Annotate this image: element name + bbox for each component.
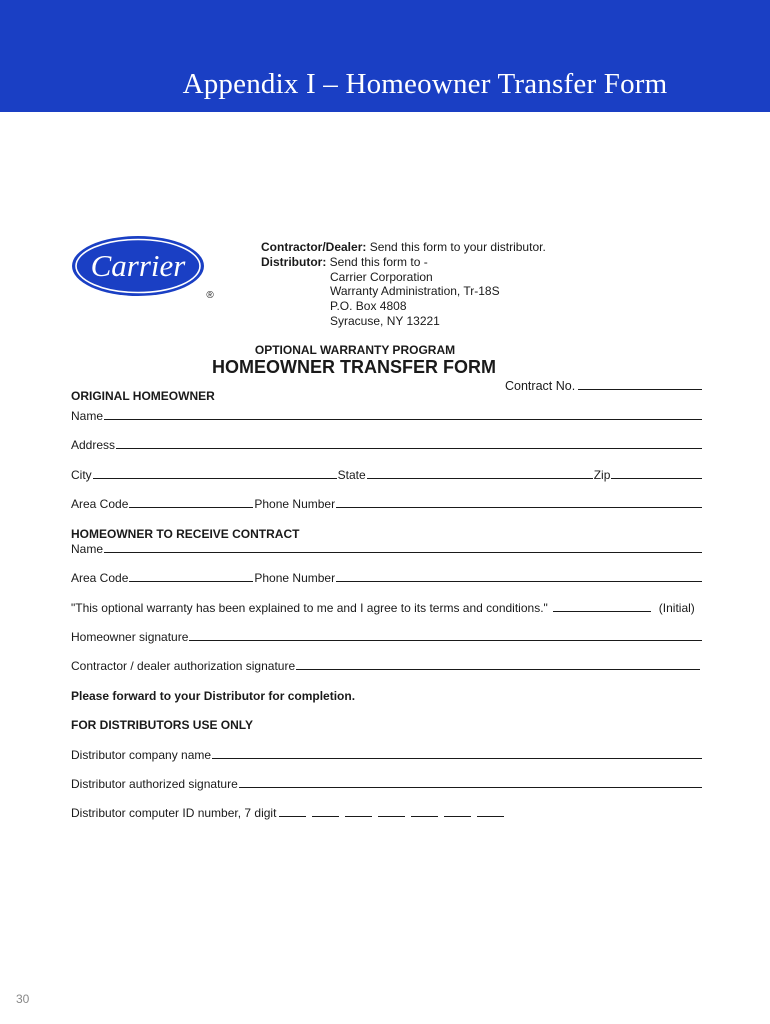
- id-digit-blank[interactable]: [411, 806, 438, 817]
- distributor-company-label: Distributor company name: [71, 748, 212, 762]
- original-phone-field[interactable]: [71, 497, 703, 511]
- page-number: 30: [16, 992, 30, 1006]
- distributor-computer-id-field[interactable]: [71, 806, 703, 820]
- dealer-signature-field[interactable]: [71, 659, 701, 673]
- distributor-text: Send this form to -: [329, 254, 428, 269]
- page-title: Appendix I – Homeowner Transfer Form: [182, 68, 668, 100]
- receiving-homeowner-heading: HOMEOWNER TO RECEIVE CONTRACT: [71, 527, 300, 541]
- homeowner-signature-field[interactable]: [71, 630, 703, 644]
- form-title: HOMEOWNER TRANSFER FORM: [212, 357, 496, 377]
- initial-label: (Initial): [658, 601, 695, 615]
- original-homeowner-heading: ORIGINAL HOMEOWNER: [71, 389, 215, 403]
- contract-no-blank[interactable]: [578, 378, 702, 390]
- state-blank[interactable]: [367, 468, 593, 479]
- area-code-blank[interactable]: [129, 497, 253, 508]
- address-line: Syracuse, NY 13221: [330, 313, 440, 328]
- distributor-company-blank[interactable]: [212, 748, 702, 759]
- receiving-phone-field[interactable]: [71, 571, 703, 585]
- address-line: Warranty Administration, Tr-18S: [330, 284, 500, 299]
- contract-no-field[interactable]: [505, 378, 702, 393]
- distributor-signature-field[interactable]: [71, 777, 703, 791]
- id-digit-blank[interactable]: [345, 806, 372, 817]
- distributor-computer-id-label: Distributor computer ID number, 7 digit: [71, 806, 277, 820]
- original-city-state-zip-field[interactable]: [71, 468, 703, 482]
- receiving-name-field[interactable]: [71, 542, 703, 556]
- homeowner-signature-label: Homeowner signature: [71, 630, 189, 644]
- agreement-text: "This optional warranty has been explained to me and I agree to its terms and conditions.": [71, 601, 548, 615]
- forward-note: Please forward to your Distributor for completion.: [71, 689, 356, 703]
- city-blank[interactable]: [93, 468, 337, 479]
- distributor-signature-label: Distributor authorized signature: [71, 777, 238, 791]
- address-line: P.O. Box 4808: [330, 299, 407, 314]
- area-code-blank[interactable]: [129, 571, 253, 582]
- name-label: Name: [71, 542, 104, 556]
- carrier-logo: [70, 234, 220, 304]
- phone-label: Phone Number: [254, 497, 336, 511]
- area-code-label: Area Code: [71, 497, 129, 511]
- distributor-company-field[interactable]: [71, 748, 703, 762]
- contractor-text: Send this form to your distributor.: [369, 240, 546, 254]
- svg-text:Carrier: Carrier: [90, 248, 186, 283]
- contractor-label: Contractor/Dealer:: [261, 240, 367, 254]
- initial-blank[interactable]: [553, 601, 651, 612]
- phone-blank[interactable]: [336, 571, 702, 582]
- dealer-signature-label: Contractor / dealer authorization signature: [71, 659, 296, 673]
- distributor-label: Distributor:: [261, 254, 327, 269]
- send-instructions: [261, 240, 546, 329]
- program-label: OPTIONAL WARRANTY PROGRAM: [254, 343, 456, 357]
- name-blank[interactable]: [104, 409, 702, 420]
- phone-label: Phone Number: [254, 571, 336, 585]
- id-digit-blank[interactable]: [477, 806, 504, 817]
- agreement-initial-field[interactable]: [71, 601, 699, 615]
- id-digit-blank[interactable]: [279, 806, 306, 817]
- address-blank[interactable]: [116, 438, 702, 449]
- original-address-field[interactable]: [71, 438, 703, 452]
- distributor-signature-blank[interactable]: [239, 777, 702, 788]
- id-digit-blank[interactable]: [444, 806, 471, 817]
- address-line: Carrier Corporation: [330, 269, 433, 284]
- header-band: [0, 0, 770, 112]
- contract-no-label: Contract No.: [505, 379, 576, 393]
- state-label: State: [337, 468, 366, 482]
- dealer-signature-blank[interactable]: [296, 659, 700, 670]
- phone-blank[interactable]: [336, 497, 702, 508]
- distributor-heading: FOR DISTRIBUTORS USE ONLY: [71, 718, 254, 732]
- name-label: Name: [71, 409, 104, 423]
- zip-blank[interactable]: [611, 468, 702, 479]
- svg-text:®: ®: [206, 290, 214, 301]
- city-label: City: [71, 468, 92, 482]
- name-blank[interactable]: [104, 542, 702, 553]
- id-digit-blank[interactable]: [312, 806, 339, 817]
- homeowner-signature-blank[interactable]: [189, 630, 702, 641]
- address-label: Address: [71, 438, 116, 452]
- original-name-field[interactable]: [71, 409, 703, 423]
- area-code-label: Area Code: [71, 571, 129, 585]
- zip-label: Zip: [593, 468, 611, 482]
- id-digit-blank[interactable]: [378, 806, 405, 817]
